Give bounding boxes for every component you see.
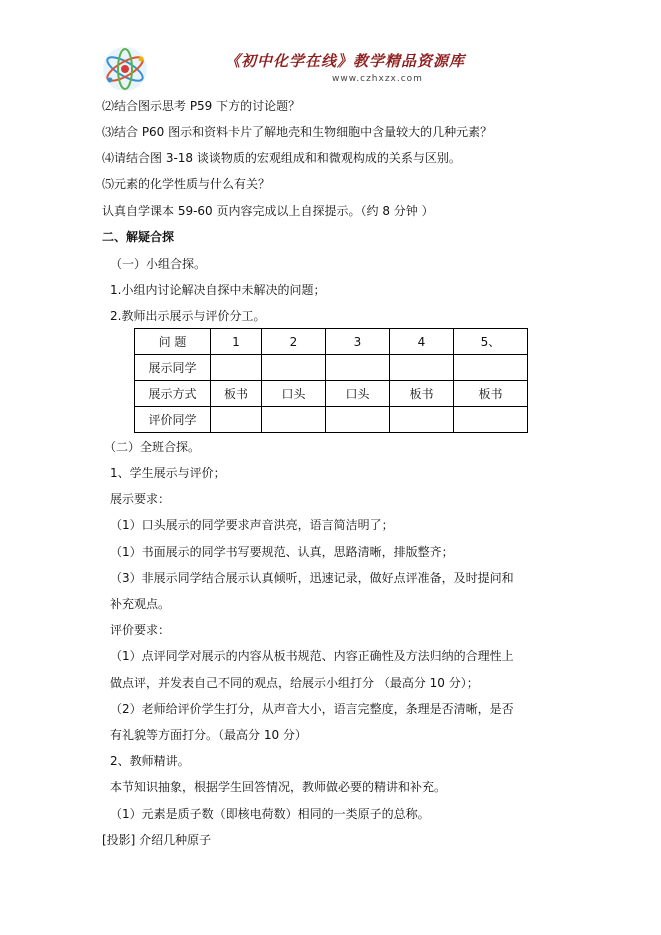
group-item-1: 1.小组内讨论解决自探中未解决的问题； — [110, 283, 326, 297]
table-cell: 板书 — [390, 381, 454, 407]
header-title: 《初中化学在线》教学精品资源库 — [225, 52, 466, 70]
question-5: ⑸元素的化学性质与什么有关？ — [102, 177, 271, 191]
eval-requirement-2: （2）老师给评价学生打分，从声音大小，语言完整度，条理是否清晰，是否 — [110, 702, 514, 716]
table-cell: 评价同学 — [135, 407, 211, 433]
eval-requirement-1-cont: 做点评，并发表自己不同的观点，给展示小组打分 （最高分 10 分）； — [110, 676, 479, 690]
header-url: www.czhxzx.com — [332, 74, 423, 84]
group-item-2: 2.教师出示展示与评价分工。 — [110, 309, 266, 323]
group-heading: （一）小组合探。 — [110, 257, 207, 271]
table-row — [135, 381, 528, 407]
assignment-table — [134, 328, 528, 433]
table-cell — [390, 355, 454, 381]
table-cell: 3 — [326, 329, 390, 355]
table-cell — [454, 355, 528, 381]
question-3: ⑶结合 P60 图示和资料卡片了解地壳和生物细胞中含量较大的几种元素？ — [102, 125, 493, 139]
show-requirement-2: （1）书面展示的同学书写要规范、认真，思路清晰，排版整齐； — [110, 545, 454, 559]
table-cell: 展示方式 — [135, 381, 211, 407]
table-cell — [262, 355, 326, 381]
table-cell — [326, 355, 390, 381]
section-heading: 二、解疑合探 — [102, 230, 175, 244]
table-cell: 问 题 — [135, 329, 211, 355]
self-study-note: 认真自学课本 59-60 页内容完成以上自探提示。（约 8 分钟 ） — [102, 204, 434, 218]
show-requirement-1: （1）口头展示的同学要求声音洪亮，语言简洁明了； — [110, 518, 394, 532]
atom-logo-icon — [100, 44, 150, 94]
show-requirements-label: 展示要求： — [110, 492, 171, 506]
question-2: ⑵结合图示思考 P59 下方的讨论题？ — [102, 99, 301, 113]
eval-requirement-2-cont: 有礼貌等方面打分。（最高分 10 分） — [110, 728, 307, 742]
table-cell: 展示同学 — [135, 355, 211, 381]
table-cell: 板书 — [454, 381, 528, 407]
element-definition: （1）元素是质子数（即核电荷数）相同的一类原子的总称。 — [110, 807, 430, 821]
table-cell: 口头 — [262, 381, 326, 407]
show-requirement-3-cont: 补充观点。 — [110, 597, 171, 611]
table-cell: 2 — [262, 329, 326, 355]
table-cell — [326, 407, 390, 433]
question-4: ⑷请结合图 3-18 谈谈物质的宏观组成和和微观构成的关系与区别。 — [102, 151, 461, 165]
table-cell — [262, 407, 326, 433]
table-cell: 4 — [390, 329, 454, 355]
table-row — [135, 329, 528, 355]
table-cell: 口头 — [326, 381, 390, 407]
table-cell — [390, 407, 454, 433]
eval-requirements-label: 评价要求： — [110, 623, 171, 637]
projection-note: [投影] 介绍几种原子 — [102, 833, 212, 847]
table-row — [135, 355, 528, 381]
show-requirement-3: （3）非展示同学结合展示认真倾听，迅速记录，做好点评准备，及时提问和 — [110, 571, 514, 585]
class-item-2: 2、教师精讲。 — [110, 754, 190, 768]
lecture-summary: 本节知识抽象，根据学生回答情况，教师做必要的精讲和补充。 — [110, 780, 447, 794]
page-header — [100, 44, 562, 98]
table-cell: 5、 — [454, 329, 528, 355]
table-cell: 板书 — [211, 381, 262, 407]
class-heading: （二）全班合探。 — [104, 440, 201, 454]
table-cell — [211, 355, 262, 381]
table-cell — [211, 407, 262, 433]
class-item-1: 1、学生展示与评价； — [110, 466, 226, 480]
table-cell: 1 — [211, 329, 262, 355]
eval-requirement-1: （1）点评同学对展示的内容从板书规范、内容正确性及方法归纳的合理性上 — [110, 649, 514, 663]
table-row — [135, 407, 528, 433]
table-cell — [454, 407, 528, 433]
